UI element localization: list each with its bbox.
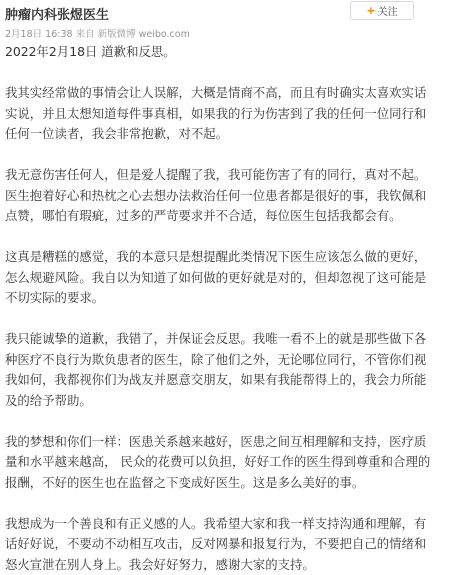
post-header [0, 0, 452, 44]
plus-icon: + [366, 4, 375, 17]
follow-label: 关注 [378, 3, 398, 18]
post-text-line: 我其实经常做的事情会让人误解，大概是情商不高，而且有时确实太喜欢实话 [5, 83, 449, 104]
post-text-line: 2022年2月18日 道歉和反思。 [5, 42, 449, 63]
post-meta: 2月18日 16:38 来自 新版微博 weibo.com [5, 26, 190, 40]
paragraph-gap [5, 63, 449, 84]
paragraph-gap [5, 309, 449, 330]
post-text-line: 及的给予帮助。 [5, 391, 449, 412]
post-text-line: 怎么规避风险。我自以为知道了如何做的更好就是对的，但却忽视了这可能是 [5, 268, 449, 289]
author-name[interactable]: 肿瘤内科张煜医生 [5, 4, 109, 23]
post-text-line: 这真是糟糕的感觉，我的本意只是想提醒此类情况下医生应该怎么做的更好， [5, 247, 449, 268]
follow-button[interactable] [350, 1, 414, 20]
paragraph-gap [5, 145, 449, 166]
post-text-line: 报酬，不好的医生也在监督之下变成好医生。这是多么美好的事。 [5, 473, 449, 494]
post-text-line: 我如何，我都视你们为战友并愿意交朋友，如果有我能帮得上的，我会力所能 [5, 370, 449, 391]
post-text-line: 话好好说，不要动不动相互攻击，反对网暴和报复行为，不要把自己的情绪和 [5, 534, 449, 555]
post-text-line: 我的梦想和你们一样：医患关系越来越好，医患之间互相理解和支持，医疗质 [5, 432, 449, 453]
post-text-line: 实说，并且太想知道每件事真相，如果我的行为伤害到了我的任何一位同行和 [5, 104, 449, 125]
post-body [5, 42, 449, 575]
paragraph-gap [5, 411, 449, 432]
paragraph-gap [5, 227, 449, 248]
post-text-line: 点赞，哪怕有瑕疵，过多的严苛要求并不合适，每位医生包括我都会有。 [5, 206, 449, 227]
post-text-line: 任何一位读者，我会非常抱歉，对不起。 [5, 124, 449, 145]
paragraph-gap [5, 493, 449, 514]
post-text-line: 医生抱着好心和热枕之心去想办法救治任何一位患者都是很好的事，我钦佩和 [5, 186, 449, 207]
post-text-line: 我无意伤害任何人，但是爱人提醒了我，我可能伤害了有的同行，真对不起。 [5, 165, 449, 186]
post-text-line: 不切实际的要求。 [5, 288, 449, 309]
post-text-line: 我想成为一个善良和有正义感的人。我希望大家和我一样支持沟通和理解，有 [5, 514, 449, 535]
post-text-line: 怒火宣泄在别人身上。我会好好努力，感谢大家的支持。 [5, 555, 449, 575]
post-text-line: 量和水平越来越高， 民众的花费可以负担，好好工作的医生得到尊重和合理的 [5, 452, 449, 473]
post-text-line: 种医疗不良行为欺负患者的医生，除了他们之外，无论哪位同行，不管你们视 [5, 350, 449, 371]
post-text-line: 我只能诚挚的道歉，我错了，并保证会反思。我唯一看不上的就是那些做下各 [5, 329, 449, 350]
